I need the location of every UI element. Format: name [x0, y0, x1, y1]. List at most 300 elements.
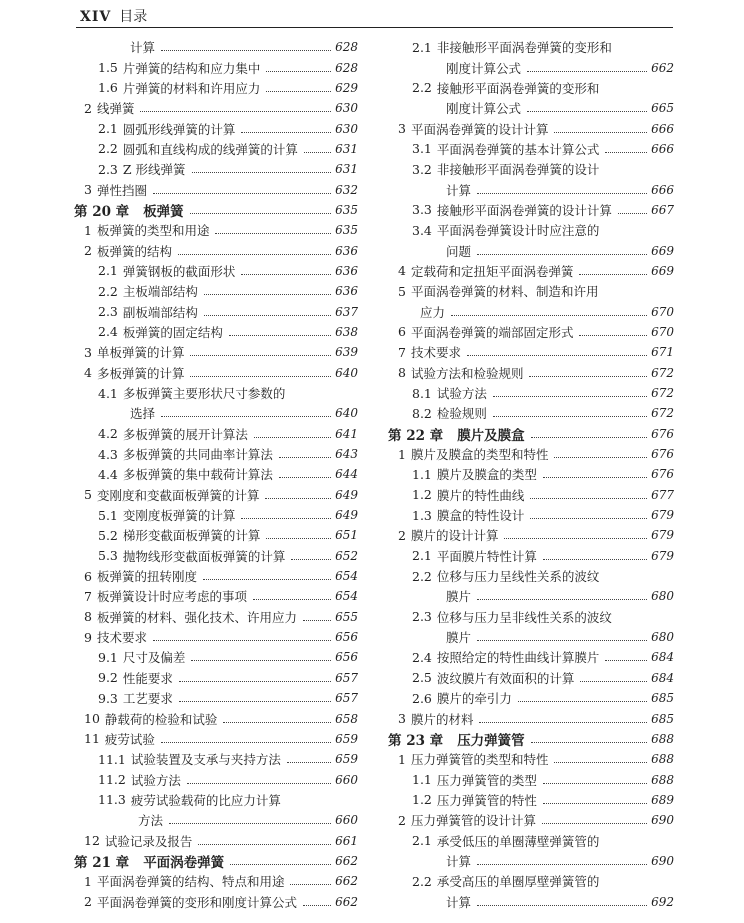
- toc-entry-number: 10: [84, 711, 100, 727]
- toc-entry-page: 629: [335, 80, 358, 95]
- toc-entry[interactable]: [74, 769, 358, 789]
- toc-entry[interactable]: [74, 37, 358, 57]
- toc-entry[interactable]: [74, 118, 358, 138]
- toc-entry-page: 636: [335, 243, 358, 258]
- toc-entry-title: 膜片的材料: [410, 711, 474, 727]
- toc-entry-page: 638: [335, 324, 358, 339]
- toc-leader-dots: [279, 476, 331, 478]
- toc-entry-page: 660: [335, 772, 358, 787]
- toc-leader-dots: [290, 883, 331, 885]
- toc-entry-number: 4: [398, 263, 406, 279]
- toc-leader-dots: [266, 70, 331, 72]
- toc-entry-page: 660: [335, 813, 358, 828]
- toc-leader-dots: [605, 151, 647, 153]
- toc-entry[interactable]: [388, 525, 674, 545]
- toc-entry-page: 685: [651, 691, 674, 706]
- toc-entry-number: 2.3: [98, 304, 118, 320]
- toc-entry-page: 688: [651, 752, 674, 767]
- toc-entry[interactable]: [388, 301, 674, 321]
- toc-entry[interactable]: [74, 139, 358, 159]
- toc-leader-dots: [203, 578, 331, 580]
- toc-entry-title: 膜片: [446, 589, 472, 605]
- toc-entry-page: 659: [335, 752, 358, 767]
- toc-entry-page: 640: [335, 406, 358, 421]
- toc-entry-title: 压力弹簧管的特性: [436, 792, 537, 808]
- toc-entry-number: 1.1: [412, 466, 432, 482]
- toc-entry[interactable]: [388, 139, 674, 159]
- toc-entry[interactable]: [388, 444, 674, 464]
- toc-entry-page: 643: [335, 447, 358, 462]
- toc-entry-number: 2.1: [412, 548, 432, 564]
- toc-entry-title: 接触形平面涡卷弹簧的设计计算: [436, 202, 612, 218]
- toc-entry-number: 7: [84, 588, 92, 604]
- toc-entry[interactable]: [388, 261, 674, 281]
- toc-entry-number: 5.3: [98, 548, 118, 564]
- toc-entry-number: 9.3: [98, 690, 118, 706]
- toc-entry-page: 628: [335, 40, 358, 55]
- toc-entry-title: 定载荷和定扭矩平面涡卷弹簧: [410, 263, 574, 279]
- toc-entry-number: 2.2: [98, 141, 118, 157]
- toc-entry[interactable]: [74, 505, 358, 525]
- toc-entry-page: 636: [335, 284, 358, 299]
- toc-entry-number: 4.1: [98, 385, 118, 401]
- toc-leader-dots: [493, 415, 647, 417]
- toc-entry[interactable]: [388, 98, 674, 118]
- toc-entry-title: 平面涡卷弹簧的基本计算公式: [436, 141, 600, 157]
- toc-entry[interactable]: [388, 647, 674, 667]
- toc-entry[interactable]: [74, 830, 358, 850]
- toc-entry-number: 8: [84, 609, 92, 625]
- toc-entry-page: 637: [335, 304, 358, 319]
- toc-entry-title: 膜盒的特性设计: [436, 508, 525, 524]
- toc-leader-dots: [605, 659, 647, 661]
- toc-entry-title: 按照给定的特性曲线计算膜片: [436, 650, 600, 666]
- toc-entry[interactable]: [388, 891, 674, 911]
- toc-entry[interactable]: [74, 688, 358, 708]
- toc-entry-page: 679: [651, 548, 674, 563]
- toc-entry-page: 649: [335, 508, 358, 523]
- toc-entry-number: 2.1: [412, 833, 432, 849]
- toc-entry[interactable]: [388, 810, 674, 830]
- toc-leader-dots: [531, 436, 647, 438]
- toc-entry-number: 4: [84, 365, 92, 381]
- toc-entry-title: 试验记录及报告: [104, 833, 193, 849]
- toc-entry[interactable]: [388, 830, 674, 850]
- toc-entry-number: 3: [84, 182, 92, 198]
- toc-leader-dots: [204, 314, 331, 316]
- toc-entry-title: 问题: [446, 243, 472, 259]
- toc-leader-dots: [554, 761, 647, 763]
- toc-leader-dots: [187, 782, 331, 784]
- toc-entry[interactable]: [74, 485, 358, 505]
- toc-entry-page: 644: [335, 467, 358, 482]
- toc-entry-number: 2.3: [412, 609, 432, 625]
- toc-entry-title: 板弹簧: [143, 203, 184, 220]
- toc-entry[interactable]: [74, 444, 358, 464]
- toc-entry-title: 试验装置及支承与夹持方法: [130, 752, 281, 768]
- toc-entry[interactable]: [388, 118, 674, 138]
- toc-entry[interactable]: [74, 261, 358, 281]
- toc-entry-title: 平面膜片特性计算: [436, 548, 537, 564]
- toc-entry-number: 11.1: [98, 751, 126, 767]
- toc-entry[interactable]: [388, 220, 674, 240]
- toc-entry-number: 5.1: [98, 507, 118, 523]
- toc-entry[interactable]: [74, 403, 358, 423]
- toc-entry[interactable]: [388, 37, 674, 57]
- toc-entry-title: 压力弹簧管的类型和特性: [410, 752, 549, 768]
- toc-entry[interactable]: [74, 647, 358, 667]
- toc-entry-title: 疲劳试验: [104, 731, 155, 747]
- toc-entry-page: 665: [651, 101, 674, 116]
- toc-entry-title: 多板弹簧的共同曲率计算法: [122, 447, 273, 463]
- toc-entry-page: 657: [335, 691, 358, 706]
- toc-entry-number: 2.2: [412, 873, 432, 889]
- toc-entry-title: 承受低压的单圈薄壁弹簧管的: [436, 833, 600, 849]
- toc-entry[interactable]: [388, 57, 674, 77]
- toc-leader-dots: [253, 598, 331, 600]
- toc-leader-dots: [504, 537, 647, 539]
- toc-leader-dots: [543, 558, 647, 560]
- toc-entry[interactable]: [74, 668, 358, 688]
- toc-leader-dots: [241, 273, 331, 275]
- toc-entry-number: 1: [84, 873, 92, 889]
- toc-entry-title: 圆弧和直线构成的线弹簧的计算: [122, 141, 298, 157]
- toc-entry-number: 5: [84, 487, 92, 503]
- toc-entry-page: 659: [335, 731, 358, 746]
- toc-leader-dots: [179, 680, 331, 682]
- toc-entry-title: 变刚度和变截面板弹簧的计算: [96, 487, 260, 503]
- toc-entry[interactable]: [388, 322, 674, 342]
- header-rule: [76, 27, 673, 28]
- toc-entry-title: 弹性挡圈: [96, 182, 147, 198]
- toc-entry-title: 平面涡卷弹簧的端部固定形式: [410, 324, 574, 340]
- toc-entry[interactable]: [74, 566, 358, 586]
- toc-entry-title: 圆弧形线弹簧的计算: [122, 121, 236, 137]
- toc-entry[interactable]: [74, 98, 358, 118]
- toc-entry-title: 技术要求: [410, 345, 461, 361]
- toc-entry-number: 2: [84, 100, 92, 116]
- toc-leader-dots: [279, 456, 331, 458]
- toc-entry[interactable]: [74, 342, 358, 362]
- toc-entry-number: 第 21 章: [74, 854, 130, 871]
- toc-entry[interactable]: [74, 179, 358, 199]
- toc-entry[interactable]: [388, 790, 674, 810]
- toc-entry[interactable]: [388, 281, 674, 301]
- toc-leader-dots: [254, 436, 331, 438]
- toc-leader-dots: [477, 904, 647, 906]
- toc-leader-dots: [580, 680, 647, 682]
- toc-entry-number: 7: [398, 344, 406, 360]
- toc-leader-dots: [304, 151, 331, 153]
- toc-leader-dots: [493, 395, 647, 397]
- toc-leader-dots: [579, 334, 647, 336]
- toc-entry-page: 679: [651, 508, 674, 523]
- toc-entry-page: 690: [651, 853, 674, 868]
- toc-leader-dots: [477, 253, 647, 255]
- toc-entry-page: 662: [335, 874, 358, 889]
- toc-entry[interactable]: [388, 586, 674, 606]
- toc-entry-page: 672: [651, 365, 674, 380]
- toc-entry[interactable]: [74, 749, 358, 769]
- toc-entry-number: 2.2: [412, 568, 432, 584]
- toc-entry-page: 630: [335, 121, 358, 136]
- toc-entry-page: 631: [335, 141, 358, 156]
- toc-entry[interactable]: [74, 57, 358, 77]
- toc-entry[interactable]: [388, 627, 674, 647]
- toc-entry-title: 板弹簧的扭转刚度: [96, 569, 197, 585]
- toc-entry-title: 板弹簧的固定结构: [122, 324, 223, 340]
- toc-leader-dots: [192, 171, 332, 173]
- toc-entry-page: 662: [651, 60, 674, 75]
- toc-leader-dots: [161, 415, 331, 417]
- toc-entry[interactable]: [74, 790, 358, 810]
- toc-entry-number: 11: [84, 731, 100, 747]
- toc-leader-dots: [527, 110, 647, 112]
- toc-entry[interactable]: [388, 159, 674, 179]
- toc-entry[interactable]: [388, 403, 674, 423]
- toc-entry-number: 2.4: [98, 324, 118, 340]
- toc-entry-title: 试验方法: [436, 386, 487, 402]
- toc-entry-title: 平面涡卷弹簧的材料、制造和许用: [410, 284, 599, 300]
- toc-entry-page: 669: [651, 243, 674, 258]
- toc-entry-page: 670: [651, 324, 674, 339]
- toc-chapter-entry[interactable]: [74, 200, 358, 220]
- toc-leader-dots: [531, 741, 647, 743]
- toc-entry[interactable]: [74, 159, 358, 179]
- toc-column-left: [74, 37, 358, 912]
- toc-entry[interactable]: [74, 607, 358, 627]
- toc-entry-title: 板弹簧的结构: [96, 243, 172, 259]
- toc-entry[interactable]: [74, 220, 358, 240]
- toc-entry-title: 膜片及膜盒的类型和特性: [410, 447, 549, 463]
- toc-leader-dots: [190, 354, 331, 356]
- toc-entry-page: 628: [335, 60, 358, 75]
- toc-entry[interactable]: [388, 546, 674, 566]
- toc-entry-number: 9.1: [98, 649, 118, 665]
- toc-entry-page: 649: [335, 487, 358, 502]
- toc-entry[interactable]: [74, 586, 358, 606]
- toc-entry-title: 工艺要求: [122, 691, 173, 707]
- toc-entry-page: 661: [335, 833, 358, 848]
- toc-entry[interactable]: [388, 485, 674, 505]
- toc-entry[interactable]: [388, 342, 674, 362]
- toc-entry-page: 690: [651, 813, 674, 828]
- toc-entry[interactable]: [74, 240, 358, 260]
- toc-entry[interactable]: [74, 871, 358, 891]
- toc-leader-dots: [542, 822, 647, 824]
- toc-entry-title: 梯形变截面板弹簧的计算: [122, 528, 261, 544]
- toc-entry[interactable]: [388, 464, 674, 484]
- toc-entry-title: 片弹簧的结构和应力集中: [122, 60, 261, 76]
- toc-entry-page: 632: [335, 182, 358, 197]
- toc-entry[interactable]: [74, 891, 358, 911]
- toc-entry-title: 选择: [130, 406, 156, 422]
- toc-entry[interactable]: [74, 546, 358, 566]
- toc-entry-title: 多板弹簧主要形状尺寸参数的: [122, 386, 286, 402]
- toc-entry-number: 4.2: [98, 426, 118, 442]
- toc-entry-number: 1.2: [412, 792, 432, 808]
- toc-entry-number: 2.1: [98, 263, 118, 279]
- toc-entry-title: 计算: [130, 40, 156, 56]
- toc-entry-number: 3: [84, 344, 92, 360]
- toc-entry-title: 计算: [446, 853, 472, 869]
- toc-entry[interactable]: [74, 281, 358, 301]
- toc-entry[interactable]: [388, 505, 674, 525]
- toc-column-right: [388, 37, 674, 912]
- toc-entry[interactable]: [388, 200, 674, 220]
- toc-entry-number: 11.2: [98, 772, 126, 788]
- toc-entry[interactable]: [74, 708, 358, 728]
- toc-entry-title: 刚度计算公式: [446, 101, 522, 117]
- toc-entry-page: 676: [651, 447, 674, 462]
- toc-chapter-entry[interactable]: [388, 424, 674, 444]
- toc-entry[interactable]: [74, 525, 358, 545]
- toc-entry-title: 应力: [420, 304, 446, 320]
- toc-entry-title: 接触形平面涡卷弹簧的变形和: [436, 80, 600, 96]
- header-page-number: XIV: [80, 9, 112, 25]
- toc-entry-title: 承受高压的单圈厚壁弹簧管的: [436, 874, 600, 890]
- toc-entry[interactable]: [388, 749, 674, 769]
- toc-entry[interactable]: [74, 363, 358, 383]
- toc-leader-dots: [140, 110, 331, 112]
- toc-entry-page: 672: [651, 386, 674, 401]
- toc-entry-page: 670: [651, 304, 674, 319]
- toc-entry-title: 压力弹簧管: [457, 732, 525, 749]
- toc-entry-number: 2.1: [412, 39, 432, 55]
- toc-leader-dots: [554, 131, 647, 133]
- toc-entry-title: 平面涡卷弹簧的变形和刚度计算公式: [96, 894, 297, 910]
- toc-entry-number: 3.4: [412, 222, 432, 238]
- toc-leader-dots: [477, 192, 647, 194]
- toc-entry-page: 654: [335, 589, 358, 604]
- toc-entry-page: 631: [335, 162, 358, 177]
- toc-entry-title: 试验方法和检验规则: [410, 365, 524, 381]
- toc-entry[interactable]: [388, 688, 674, 708]
- toc-entry-page: 656: [335, 650, 358, 665]
- toc-entry-page: 655: [335, 609, 358, 624]
- toc-entry[interactable]: [74, 322, 358, 342]
- toc-entry[interactable]: [74, 810, 358, 830]
- toc-entry[interactable]: [388, 363, 674, 383]
- toc-entry-page: 635: [335, 223, 358, 238]
- toc-entry[interactable]: [74, 383, 358, 403]
- toc-leader-dots: [530, 497, 647, 499]
- toc-entry[interactable]: [388, 871, 674, 891]
- toc-entry-number: 6: [84, 568, 92, 584]
- toc-entry-number: 2.2: [412, 80, 432, 96]
- toc-entry[interactable]: [74, 729, 358, 749]
- toc-entry[interactable]: [388, 78, 674, 98]
- toc-leader-dots: [178, 253, 331, 255]
- toc-chapter-entry[interactable]: [74, 851, 358, 871]
- toc-leader-dots: [169, 822, 331, 824]
- toc-chapter-entry[interactable]: [388, 729, 674, 749]
- toc-entry-title: 变刚度板弹簧的计算: [122, 508, 236, 524]
- toc-leader-dots: [161, 49, 331, 51]
- toc-entry-page: 685: [651, 711, 674, 726]
- toc-entry-page: 666: [651, 121, 674, 136]
- toc-entry[interactable]: [388, 383, 674, 403]
- toc-entry-title: 片弹簧的材料和许用应力: [122, 80, 261, 96]
- toc-entry-title: 板弹簧设计时应考虑的事项: [96, 589, 247, 605]
- toc-entry-number: 2: [398, 527, 406, 543]
- toc-entry-page: 651: [335, 528, 358, 543]
- toc-entry-title: 刚度计算公式: [446, 60, 522, 76]
- toc-entry-number: 1: [84, 222, 92, 238]
- toc-entry-title: 方法: [138, 813, 164, 829]
- toc-leader-dots: [266, 90, 331, 92]
- toc-entry[interactable]: [74, 301, 358, 321]
- toc-entry-number: 1.5: [98, 60, 118, 76]
- toc-entry-title: 非接触形平面涡卷弹簧的设计: [436, 162, 600, 178]
- toc-entry-title: 位移与压力呈线性关系的波纹: [436, 569, 600, 585]
- toc-entry[interactable]: [388, 769, 674, 789]
- page-header: [80, 6, 147, 26]
- toc-entry-number: 第 23 章: [388, 732, 444, 749]
- toc-leader-dots: [223, 721, 331, 723]
- toc-entry-title: 膜片及膜盒: [457, 427, 525, 444]
- toc-entry[interactable]: [388, 708, 674, 728]
- toc-entry-page: 657: [335, 670, 358, 685]
- toc-entry-number: 12: [84, 833, 100, 849]
- toc-leader-dots: [190, 212, 331, 214]
- toc-entry[interactable]: [74, 464, 358, 484]
- toc-entry-title: 波纹膜片有效面积的计算: [436, 670, 575, 686]
- toc-leader-dots: [543, 476, 647, 478]
- toc-entry-number: 1: [398, 446, 406, 462]
- toc-leader-dots: [554, 456, 647, 458]
- toc-leader-dots: [291, 558, 331, 560]
- toc-entry-page: 639: [335, 345, 358, 360]
- toc-leader-dots: [179, 700, 331, 702]
- toc-leader-dots: [287, 761, 331, 763]
- toc-entry-title: 板弹簧的类型和用途: [96, 223, 210, 239]
- toc-entry-title: 膜片的特性曲线: [436, 487, 525, 503]
- toc-entry-title: 膜片: [446, 630, 472, 646]
- toc-entry[interactable]: [74, 627, 358, 647]
- toc-entry[interactable]: [388, 607, 674, 627]
- toc-leader-dots: [191, 659, 331, 661]
- toc-leader-dots: [229, 334, 331, 336]
- toc-entry-number: 3.1: [412, 141, 432, 157]
- toc-entry-page: 667: [651, 202, 674, 217]
- toc-leader-dots: [579, 273, 647, 275]
- toc-entry[interactable]: [388, 566, 674, 586]
- toc-entry-number: 1.6: [98, 80, 118, 96]
- toc-entry-number: 1.2: [412, 487, 432, 503]
- toc-entry[interactable]: [74, 424, 358, 444]
- toc-entry-title: 计算: [446, 182, 472, 198]
- toc-entry-number: 2.5: [412, 670, 432, 686]
- toc-entry-title: 副板端部结构: [122, 304, 198, 320]
- toc-leader-dots: [477, 863, 647, 865]
- toc-leader-dots: [241, 517, 331, 519]
- toc-entry-title: 尺寸及偏差: [122, 650, 186, 666]
- toc-entry-title: 平面涡卷弹簧设计时应注意的: [436, 223, 600, 239]
- toc-entry-number: 1.3: [412, 507, 432, 523]
- toc-entry-number: 第 22 章: [388, 427, 444, 444]
- toc-entry[interactable]: [388, 668, 674, 688]
- toc-entry[interactable]: [74, 78, 358, 98]
- toc-entry-title: 平面涡卷弹簧的设计计算: [410, 121, 549, 137]
- toc-entry[interactable]: [388, 851, 674, 871]
- toc-entry-title: 抛物线形变截面板弹簧的计算: [122, 548, 286, 564]
- toc-entry-page: 654: [335, 569, 358, 584]
- toc-entry-page: 666: [651, 141, 674, 156]
- toc-entry[interactable]: [388, 179, 674, 199]
- toc-entry-number: 6: [398, 324, 406, 340]
- toc-entry[interactable]: [388, 240, 674, 260]
